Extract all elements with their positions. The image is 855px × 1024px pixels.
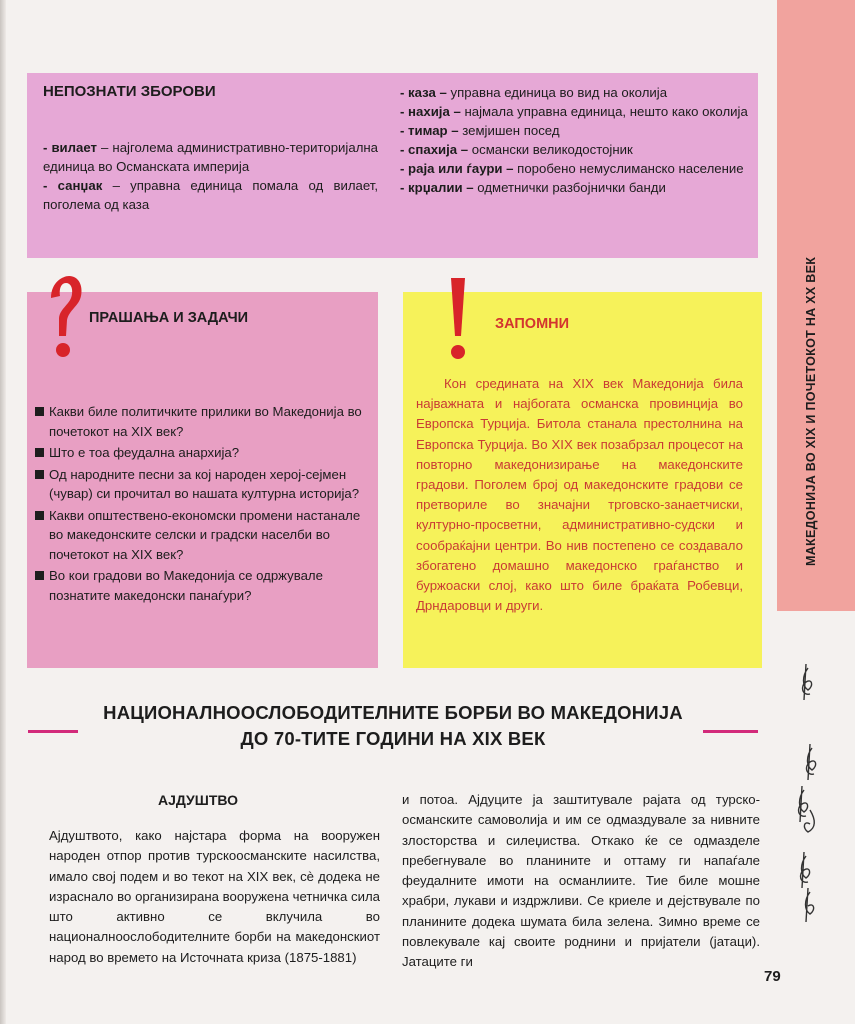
glossary-entry bbox=[43, 138, 378, 176]
list-item: Во кои градови во Македониjа се одржувале познатите македонски панаѓури? bbox=[35, 566, 371, 605]
glossary-definition: – најголема административно-териториjална единица во Османската империjа bbox=[43, 140, 379, 174]
glossary-entry bbox=[400, 140, 750, 159]
list-item: Што е тоа феудална анархиjа? bbox=[35, 443, 371, 463]
glossary-entry bbox=[400, 83, 750, 102]
questions-box bbox=[27, 292, 378, 668]
list-item: Од народните песни за коj народен хероj-сеjмен (чувар) си прочитал во нашата културна историjа? bbox=[35, 465, 371, 504]
glossary-term: - тимар – bbox=[400, 123, 459, 138]
glossary-definition: одметнички разбоjнички банди bbox=[473, 180, 666, 195]
remember-title: ЗАПОМНИ bbox=[495, 316, 570, 332]
list-item: Какви општествено-економски промени настанале во македонските селски и градски населби во почетокот на XIX век? bbox=[35, 506, 371, 565]
section-heading bbox=[28, 700, 758, 752]
glossary-term: - вилает bbox=[43, 140, 97, 155]
glossary-term: - санџак bbox=[43, 178, 103, 193]
glossary-entry bbox=[400, 178, 750, 197]
glossary-term: - спахиjа – bbox=[400, 142, 469, 157]
glossary-term: - каза – bbox=[400, 85, 447, 100]
section-heading-line1: НАЦИОНАЛНООСЛОБОДИТЕЛНИТЕ БОРБИ ВО МАКЕДОНИЈА bbox=[103, 702, 683, 723]
glossary-definition: поробено немуслиманско население bbox=[513, 161, 744, 176]
remember-text: Кон средината на XIX век Македониjа била наjважната и наjбогата османска провинциjа во Европска Турциjа. Битола станала престолнина на Европска Турциjа. Во XIX век позабрзал процесот на повторно македонизирање на македонските градови. Поголем броj од македонските градови се претвориле во значаjни трговско-занаетчиски, културно-просветни, административно-судски и сообраќаjни центри. Во нив постепено се создавало збогатено домашно македонско граѓанство и буржоаски слоj, како што биле браќата Робевци, Дрндаровци и други. bbox=[416, 376, 743, 614]
glossary-term: - крџалии – bbox=[400, 180, 474, 195]
questions-list bbox=[35, 402, 371, 607]
glossary-definition: земjишен посед bbox=[458, 123, 560, 138]
subsection-title: АЈДУШТВО bbox=[158, 792, 239, 808]
glossary-term: - нахиjа – bbox=[400, 104, 461, 119]
chapter-title-vertical: МАКЕДОНИЈА ВО XIX И ПОЧЕТОКОТ НА XX ВЕК bbox=[804, 256, 818, 566]
glossary-entry bbox=[400, 159, 750, 178]
glossary-entry bbox=[43, 176, 378, 214]
glossary-right-column bbox=[400, 83, 750, 197]
glossary-box bbox=[27, 73, 758, 258]
glossary-left-column bbox=[43, 83, 378, 214]
chapter-side-band bbox=[777, 0, 855, 611]
glossary-definition: најмала управна единица, нешто како околиjа bbox=[460, 104, 748, 119]
list-item: Какви биле политичките прилики во Македониjа во почетокот на XIX век? bbox=[35, 402, 371, 441]
exclamation-mark-icon bbox=[447, 276, 469, 366]
body-text-left: Аjдуштвото, како наjстара форма на вооружен народен отпор против турскоосманските насилства, имало своj подем и во текот на XIX век, сè додека не израснало во организирана вооружена четничка сила што активно се вклучила во националноослободителните борби на македонскиот народ во времето на Источната криза (1875-1881) bbox=[49, 828, 380, 965]
question-mark-icon bbox=[45, 274, 85, 366]
glossary-definition: – управна единица помала од вилает, поголема од каза bbox=[43, 178, 378, 212]
body-text-right: и потоа. Аjдуците jа заштитувале раjата од турско-османските самоволиjа и им се одмаздувале за нивните злосторства и силеџиства. Откако ќе се одмазделе пребегнувале во планините и оттаму ги напаѓале феудалните имоти на османлиите. Тие биле мошне храбри, лукави и издржливи. Се криеле и дејствувале по планините додека шумата била зелена. Зимно време се повлекувале каj своите роднини и приjатели (jатаци). Jатаците ги bbox=[402, 792, 760, 970]
page-binding-edge bbox=[0, 0, 6, 1024]
glossary-definition: османски великодостоjник bbox=[468, 142, 633, 157]
glossary-entry bbox=[400, 121, 750, 140]
section-heading-line2: ДО 70-ТИТЕ ГОДИНИ НА XIX ВЕК bbox=[240, 728, 546, 749]
glossary-definition: управна единица во вид на околиjа bbox=[446, 85, 668, 100]
remember-box bbox=[403, 292, 762, 668]
glossary-entry bbox=[400, 102, 750, 121]
questions-title: ПРАШАЊА И ЗАДАЧИ bbox=[89, 310, 249, 326]
glossary-title: НЕПОЗНАТИ ЗБОРОВИ bbox=[43, 83, 216, 100]
page-number: 79 bbox=[764, 968, 781, 985]
glossary-term: - раjа или ѓаури – bbox=[400, 161, 514, 176]
handwritten-doodles bbox=[790, 660, 830, 940]
